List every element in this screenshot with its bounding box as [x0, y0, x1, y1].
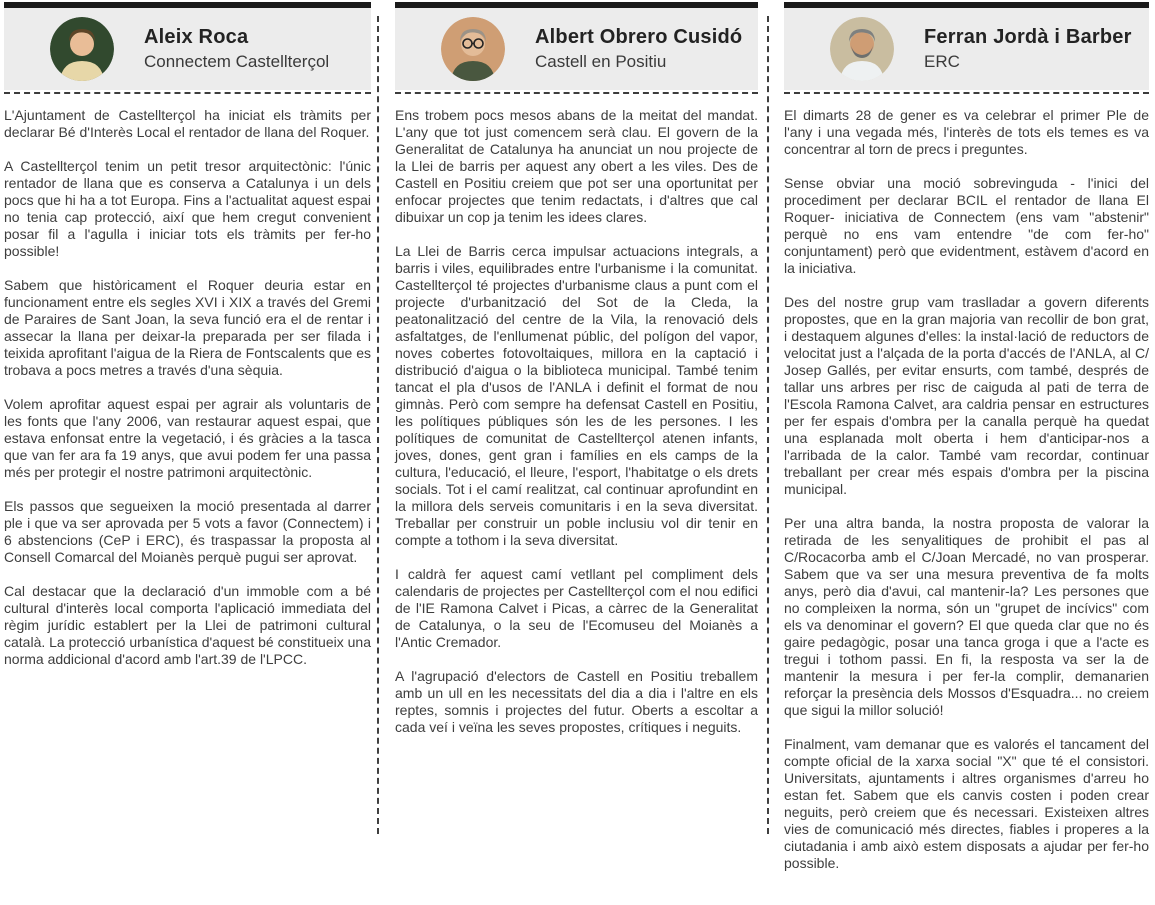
column-article [395, 107, 758, 736]
column-divider [377, 16, 379, 834]
author-name: Aleix Roca [144, 26, 249, 48]
author-meta [924, 26, 1132, 72]
author-avatar-icon [830, 17, 894, 81]
author-header [395, 8, 758, 90]
header-divider [4, 92, 371, 94]
paragraph: El dimarts 28 de gener es va celebrar el primer Ple de l'any i una vegada més, l'interès de tots els temes es va concentrar al torn de precs i preguntes. [784, 107, 1149, 157]
paragraph: Per una altra banda, la nostra proposta de valorar la retirada de les senyalitiques de prohibit el pas al C/Rocacorba amb el C/Joan Mercadé, no van prosperar. Sabem que va ser una mesura preventiva de fa molts anys, però dia d'avui, cal mantenir-la? Les persones que no compleixen la norma, són un "grupet de incívics" com els va denominar el govern? El que queda clar que no és gaire pedagògic, posar una tanca groga i que a l'acte es tregui i tothom passi. En fi, la resposta va ser la de mantenir la mesura i per fer-la complir, demanarien reforçar la presència dels Mossos d'Esquadra... no creiem que sigui la millor solució! [784, 515, 1149, 718]
author-meta [144, 26, 329, 72]
paragraph: I caldrà fer aquest camí vetllant pel compliment dels calendaris de projectes per Castellterçol com el nou edifici de l'IE Ramona Calvet i Picas, a càrrec de la Generalitat de Catalunya, o la seu de l'Ecomuseu del Moianès a l'Antic Cremador. [395, 566, 758, 650]
author-name: Albert Obrero Cusidó [535, 26, 743, 48]
opinion-column-connectem [0, 0, 385, 889]
author-header [784, 8, 1149, 90]
paragraph: Volem aprofitar aquest espai per agrair als voluntaris de les fonts que l'any 2006, van restaurar aquest espai, que estava enfonsat entre la vegetació, i és gràcies a la tasca que van fer ara fa 19 anys, que avui podem fer una passa més per protegir el nostre patrimoni arquitectònic. [4, 396, 371, 480]
author-affiliation: Connectem Castellterçol [144, 52, 330, 71]
author-meta [535, 26, 742, 72]
paragraph: Sense obviar una moció sobrevinguda - l'inici del procediment per declarar BCIL el rentador de llana El Roquer- iniciativa de Connectem (ens vam "abstenir" perquè no ens vam entendre "de com fer-ho" conjuntament) però que evidentment, estàvem d'acord en la iniciativa. [784, 175, 1149, 276]
paragraph: Cal destacar que la declaració d'un immoble com a bé cultural d'interès local comporta l'aplicació immediata del règim jurídic establert per la Llei de patrimoni cultural català. La protecció urbanística d'aquest bé constitueix una norma addicional d'acord amb l'art.39 de l'LPCC. [4, 583, 371, 667]
paragraph: Des del nostre grup vam traslladar a govern diferents propostes, que en la gran majoria van recollir de bon grat, i destaquem algunes d'elles: la instal·lació de reductors de velocitat just a l'alçada de la porta d'accés de l'ANLA, al C/ Josep Gallés, per evitar ensurts, com també, després de tallar uns arbres per risc de caiguda al pati de terra de l'Escola Ramona Calvet, ara caldria pensar en estructures per fer espais d'ombra per la canalla perquè ha quedat una esplanada molt oberta i hem d'anticipar-nos a l'arribada de la calor. També vam recordar, continuar treballant per crear més espais d'ombra per la piscina municipal. [784, 294, 1149, 497]
paragraph: L'Ajuntament de Castellterçol ha iniciat els tràmits per declarar Bé d'Interès Local el rentador de llana del Roquer. [4, 107, 371, 140]
column-article [4, 107, 371, 668]
paragraph: A l'agrupació d'electors de Castell en Positiu treballem amb un ull en les necessitats del dia a dia i l'altre en els reptes, somnis i projectes del futur. Oberts a escoltar a cada veí i veïna les seves propostes, crítiques i neguits. [395, 668, 758, 735]
author-header [4, 8, 371, 90]
column-divider [767, 16, 769, 834]
paragraph: Finalment, vam demanar que es valorés el tancament del compte oficial de la xarxa social "X" que té el consistori. Universitats, ajuntaments i altres organismes d'arreu ho estan fet. Sabem que els canvis costen i poden crear neguits, però creiem que és necessari. Existeixen altres vies de comunicació més directes, fiables i properes a la ciutadania i amb això estem disposats a ajudar per fer-ho possible. [784, 736, 1149, 871]
header-divider [395, 92, 758, 94]
author-avatar-icon [441, 17, 505, 81]
header-divider [784, 92, 1149, 94]
author-affiliation: Castell en Positiu [535, 52, 667, 71]
opinion-column-erc [770, 0, 1155, 889]
paragraph: Els passos que segueixen la moció presentada al darrer ple i que va ser aprovada per 5 vots a favor (Connectem) i 6 abstencions (CeP i ERC), és traspassar la proposta al Consell Comarcal del Moianès perquè pugui ser aprovat. [4, 498, 371, 565]
paragraph: La Llei de Barris cerca impulsar actuacions integrals, a barris i viles, equilibrades entre l'urbanisme i la comunitat. Castellterçol té projectes d'urbanisme claus a punt com el projecte d'urbanització del Sot de la Cleda, la peatonalització del centre de la Vila, la renovació dels asfaltatges, de l'enllumenat públic, del polígon del vapor, noves cobertes fotovoltaiques, millora en la captació i distribució d'aigua o la biblioteca municipal. També tenim tancat el pla d'usos de l'ANLA i definit el format de nou gimnàs. Però com sempre ha defensat Castell en Positiu, les polítiques públiques són les de les persones. I les polítiques de comunitat de Castellterçol atenen infants, joves, dones, gent gran i famílies en els camps de la cultura, l'educació, el lleure, l'esport, l'habitatge o els drets socials. Tot i el camí realitzat, cal continuar aprofundint en la millora dels serveis comunitaris i en la seva diversitat. Treballar per construir un poble inclusiu vol dir tenir en compte a tothom i la seva diversitat. [395, 243, 758, 548]
author-affiliation: ERC [924, 52, 960, 71]
paragraph: A Castellterçol tenim un petit tresor arquitectònic: l'únic rentador de llana que es conserva a Catalunya i un dels pocs que hi ha a tot Europa. Fins a l'actualitat aquest espai no tenia cap protecció, així que hem cregut convenient posar fil a l'agulla i iniciar tots els tràmits per fer-ho possible! [4, 158, 371, 259]
author-name: Ferran Jordà i Barber [924, 26, 1132, 48]
column-article [784, 107, 1149, 872]
opinion-column-castell-en-positiu [385, 0, 770, 889]
paragraph: Ens trobem pocs mesos abans de la meitat del mandat. L'any que tot just comencem serà clau. El govern de la Generalitat de Catalunya ha anunciat un nou projecte de la Llei de barris per aquest any obert a les viles. Des de Castell en Positiu creiem que pot ser una oportunitat per enfocar projectes que tenim redactats, i d'altres que cal dibuixar un cop ja tenim les idees clares. [395, 107, 758, 225]
author-avatar-icon [50, 17, 114, 81]
paragraph: Sabem que històricament el Roquer deuria estar en funcionament entre els segles XVI i XIX a través del Gremi de Paraires de Sant Joan, la seva funció era el de rentar i assecar la llana per deixar-la preparada per ser filada i teixida aprofitant l'aigua de la Riera de Fontscalents que es trobava a pocs metres a través d'una sèquia. [4, 277, 371, 378]
